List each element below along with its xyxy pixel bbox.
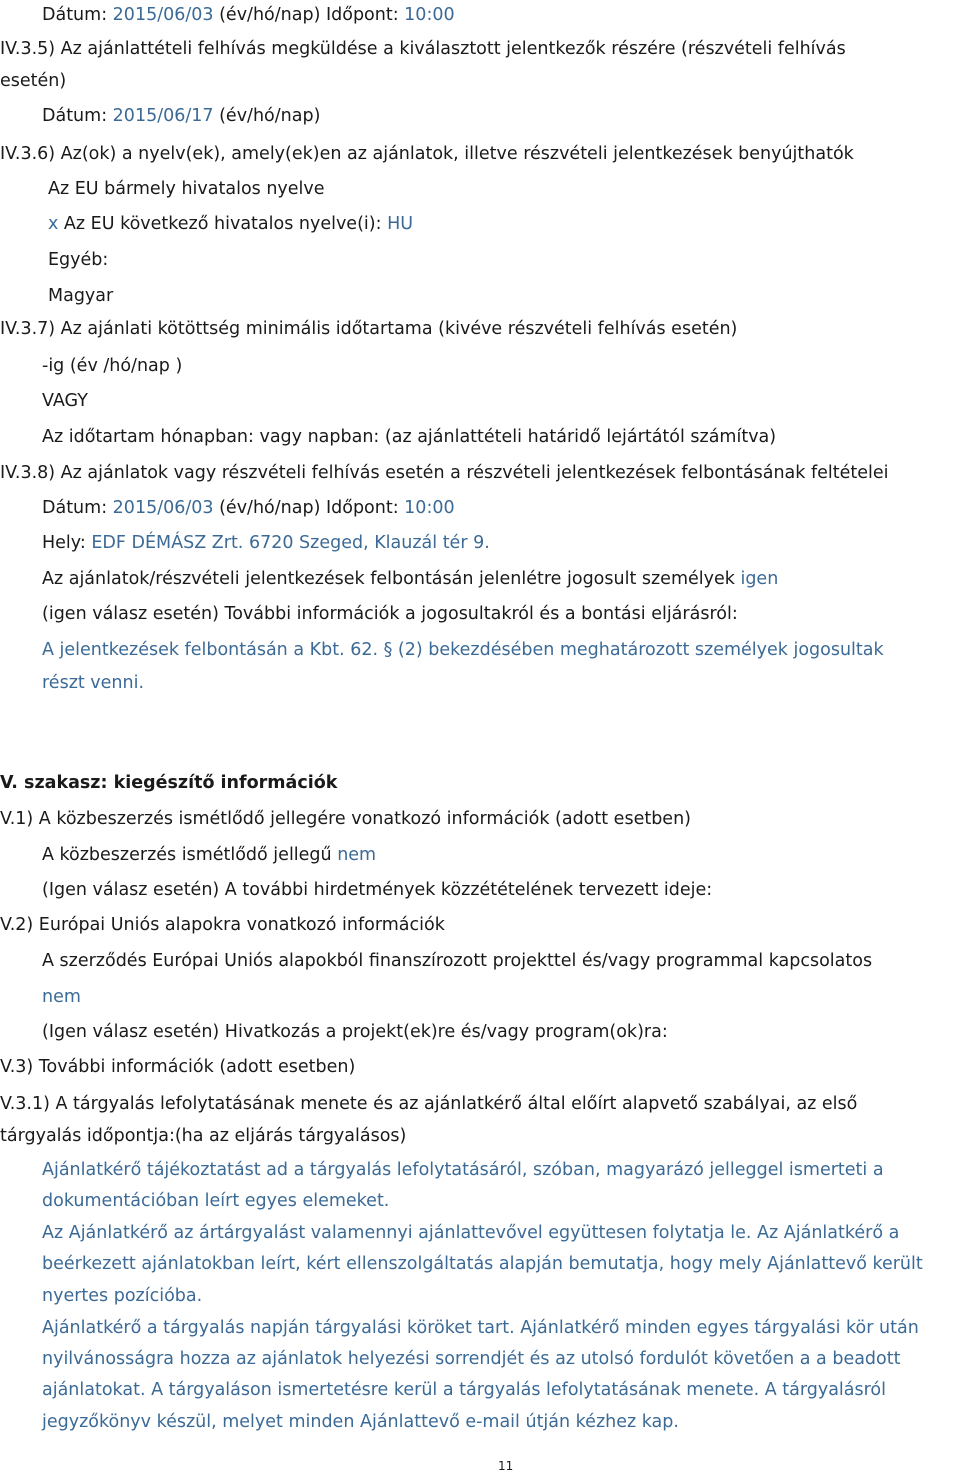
opening-more-info: (igen válasz esetén) További információk a jogosultakról és a bontási eljárásról: xyxy=(42,604,738,624)
section-v-heading: V. szakasz: kiegészítő információk xyxy=(0,773,338,793)
negotiation-text-line: Ajánlatkérő a tárgyalás napján tárgyalási köröket tart. Ajánlatkérő minden egyes tárgyalási kör után xyxy=(42,1318,919,1338)
negotiation-text-line: nyertes pozícióba. xyxy=(42,1286,203,1306)
eu-funds-value: nem xyxy=(42,987,81,1007)
language-option-any: Az EU bármely hivatalos nyelve xyxy=(48,179,325,199)
negotiation-text-line: jegyzőkönyv készül, melyet minden Ajánlattevő e-mail útján kézhez kap. xyxy=(42,1412,679,1432)
place-value: EDF DÉMÁSZ Zrt. 6720 Szeged, Klauzál tér 9. xyxy=(91,533,490,553)
opening-persons: Az ajánlatok/részvételi jelentkezések felbontásán jelenlétre jogosult személyek igen xyxy=(42,569,779,589)
negotiation-text-line: ajánlatokat. A tárgyaláson ismertetésre kerül a tárgyalás lefolytatásának menete. A tárgyalásról xyxy=(42,1380,886,1400)
section-v2-title: V.2) Európai Uniós alapokra vonatkozó információk xyxy=(0,915,445,935)
opening-date: Dátum: 2015/06/03 (év/hó/nap) Időpont: 10:00 xyxy=(42,498,455,518)
eu-funds-more: (Igen válasz esetén) Hivatkozás a projekt(ek)re és/vagy program(ok)ra: xyxy=(42,1022,668,1042)
validity-period: Az időtartam hónapban: vagy napban: (az ajánlattételi határidő lejártától számítva) xyxy=(42,427,777,447)
eu-funds-question: A szerződés Európai Uniós alapokból finanszírozott projekttel és/vagy programmal kapcsolatos xyxy=(42,951,873,971)
language-other-value: Magyar xyxy=(48,286,114,306)
section-v3-title: V.3) További információk (adott esetben) xyxy=(0,1057,356,1077)
repetitive-procurement: A közbeszerzés ismétlődő jellegű nem xyxy=(42,845,377,865)
opening-answer: A jelentkezések felbontásán a Kbt. 62. § (2) bekezdésében meghatározott személyek jogosultak xyxy=(42,640,884,660)
repetitive-more: (Igen válasz esetén) A további hirdetmények közzétételének tervezett ideje: xyxy=(42,880,713,900)
section-iv35-title: IV.3.5) Az ajánlattételi felhívás megküldése a kiválasztott jelentkezők részére (részvételi felhívás xyxy=(0,39,846,59)
section-iv38-title: IV.3.8) Az ajánlatok vagy részvételi felhívás esetén a részvételi jelentkezések felbontásának feltételei xyxy=(0,463,889,483)
top-date-line xyxy=(42,4,455,26)
section-v31-title: V.3.1) A tárgyalás lefolytatásának menete és az ajánlatkérő által előírt alapvető szabályai, az első xyxy=(0,1094,858,1114)
date-label: Dátum: xyxy=(42,5,113,25)
section-iv35-date: Dátum: 2015/06/17 (év/hó/nap) xyxy=(42,106,321,126)
date-value: 2015/06/17 xyxy=(112,106,214,126)
negotiation-text-line: Az Ajánlatkérő az ártárgyalást valamennyi ajánlattevővel együttesen folytatja le. Az Ajánlatkérő a xyxy=(42,1223,900,1243)
negotiation-text-line: nyilvánosságra hozza az ajánlatok helyezési sorrendjét és az utolsó fordulót követően a a beadott xyxy=(42,1349,901,1369)
time-value: 10:00 xyxy=(404,498,455,518)
date-value: 2015/06/03 xyxy=(112,5,214,25)
validity-date: -ig (év /hó/nap ) xyxy=(42,356,183,376)
language-value: HU xyxy=(387,214,414,234)
section-iv35-title-cont: esetén) xyxy=(0,71,67,91)
persons-value: igen xyxy=(740,569,779,589)
language-other-label: Egyéb: xyxy=(48,250,109,270)
negotiation-text-line: Ajánlatkérő tájékoztatást ad a tárgyalás lefolytatásáról, szóban, magyarázó jelleggel ismerteti a xyxy=(42,1160,884,1180)
negotiation-text-line: dokumentációban leírt egyes elemeket. xyxy=(42,1191,390,1211)
page-number: 11 xyxy=(498,1459,514,1473)
date-value: 2015/06/03 xyxy=(112,498,214,518)
date-mid-label: (év/hó/nap) Időpont: xyxy=(213,5,405,25)
section-iv36-title: IV.3.6) Az(ok) a nyelv(ek), amely(ek)en az ajánlatok, illetve részvételi jelentkezések benyújthatók xyxy=(0,144,854,164)
checked-mark: x xyxy=(48,214,59,234)
language-option-specific: x Az EU következő hivatalos nyelve(i): HU xyxy=(48,214,414,234)
section-iv37-title: IV.3.7) Az ajánlati kötöttség minimális időtartama (kivéve részvételi felhívás esetén) xyxy=(0,319,738,339)
opening-place: Hely: EDF DÉMÁSZ Zrt. 6720 Szeged, Klauzál tér 9. xyxy=(42,533,490,553)
negotiation-text-line: beérkezett ajánlatokban leírt, kért ellenszolgáltatás alapján bemutatja, hogy mely Ajánlattevő került xyxy=(42,1254,923,1274)
opening-answer-cont: részt venni. xyxy=(42,673,145,693)
section-v31-title-cont: tárgyalás időpontja:(ha az eljárás tárgyalásos) xyxy=(0,1126,407,1146)
time-value: 10:00 xyxy=(404,5,455,25)
section-v1-title: V.1) A közbeszerzés ismétlődő jellegére vonatkozó információk (adott esetben) xyxy=(0,809,691,829)
repetitive-value: nem xyxy=(337,845,377,865)
validity-or: VAGY xyxy=(42,391,88,411)
